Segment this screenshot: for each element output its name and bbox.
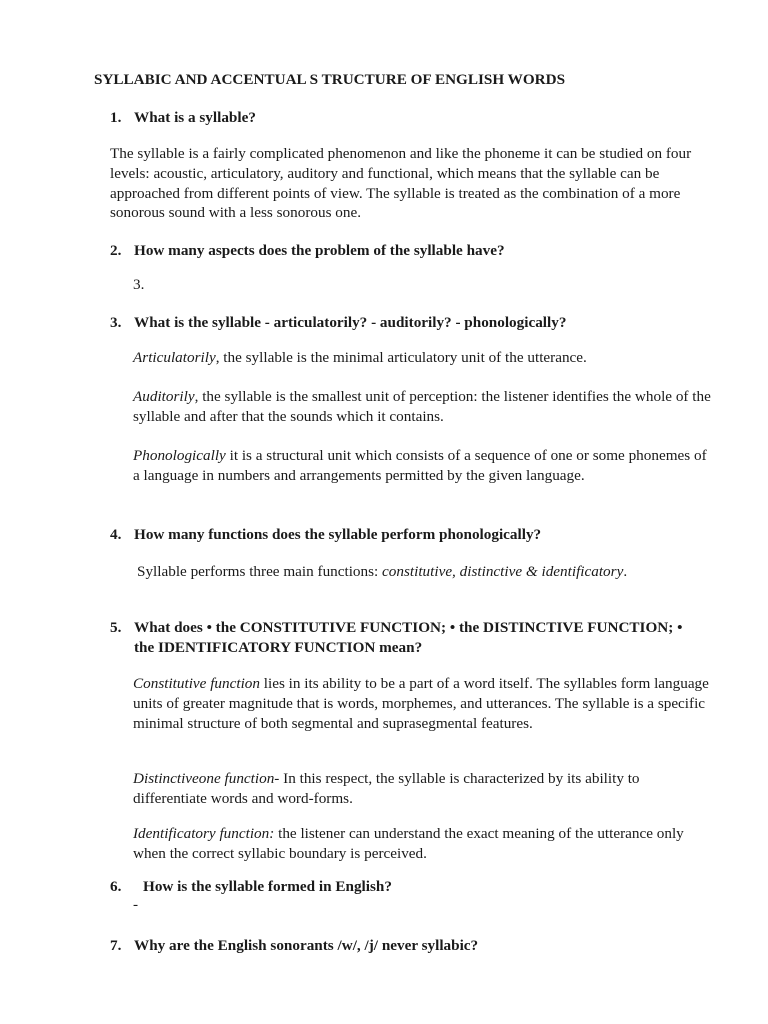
question-number: 1. <box>110 109 122 126</box>
answer-4 <box>137 562 647 582</box>
question-text: How many functions does the syllable perform phonologically? <box>134 526 542 543</box>
question-number: 4. <box>110 526 122 543</box>
answer-2: 3. <box>133 276 145 293</box>
term: Constitutive function <box>133 675 260 692</box>
question-text: How is the syllable formed in English? <box>143 878 392 895</box>
answer-1: The syllable is a fairly complicated phenomenon and like the phoneme it can be studied on four levels: acoustic, articulatory, auditory and functional, which means that the syllable can be approached from different points of view. The syllable is treated as the combination of a more sonorous sound with a less sonorous one. <box>110 145 692 222</box>
term: Auditorily <box>133 388 195 405</box>
definition: it is a structural unit which consists of a sequence of one or some phonemes of a language in numbers and arrangements permitted by the given language. <box>133 447 707 484</box>
question-number: 2. <box>110 242 122 259</box>
answer-6: - <box>133 896 139 913</box>
term: Identificatory function: <box>133 825 275 842</box>
term: Articulatorily <box>133 349 216 366</box>
question-number: 5. <box>110 619 122 636</box>
definition: the listener can understand the exact meaning of the utterance only when the correct syllabic boundary is perceived. <box>133 825 684 862</box>
definition: - In this respect, the syllable is characterized by its ability to differentiate words and word-forms. <box>133 770 640 807</box>
definition: , the syllable is the minimal articulatory unit of the utterance. <box>215 349 587 366</box>
question-text: How many aspects does the problem of the syllable have? <box>134 242 505 259</box>
definition: lies in its ability to be a part of a word itself. The syllables form language units of greater magnitude that is words, morphemes, and utterances. The syllable is a specific minimal structure of both segmental and suprasegmental features. <box>133 675 709 732</box>
answer-5-distinctive <box>133 769 693 809</box>
answer-5-constitutive <box>133 674 715 733</box>
answer-3-articulatory <box>133 348 713 368</box>
question-number: 3. <box>110 314 122 331</box>
document-title: SYLLABIC AND ACCENTUAL S TRUCTURE OF ENGLISH WORDS <box>94 71 566 88</box>
question-number: 6. <box>110 878 122 895</box>
term: Phonologically <box>133 447 226 464</box>
question-text: What is the syllable - articulatorily? - auditorily? - phonologically? <box>134 314 567 331</box>
question-text: What is a syllable? <box>134 109 256 126</box>
question-number: 7. <box>110 937 122 954</box>
answer-5-identificatory <box>133 824 693 864</box>
question-text: Why are the English sonorants /w/, /j/ never syllabic? <box>134 937 479 954</box>
term: Distinctiveone function <box>133 770 275 787</box>
answer-end: . <box>623 563 628 580</box>
question-text: What does • the CONSTITUTIVE FUNCTION; • the DISTINCTIVE FUNCTION; • the IDENTIFICATORY FUNCTION mean? <box>134 619 683 656</box>
answer-3-auditory <box>133 387 713 427</box>
definition: , the syllable is the smallest unit of perception: the listener identifies the whole of the syllable and after that the sounds which it contains. <box>133 388 711 425</box>
answer-terms: constitutive, distinctive & identificatory <box>382 563 624 580</box>
answer-3-phonological <box>133 446 713 486</box>
answer-text: Syllable performs three main functions: <box>137 563 383 580</box>
